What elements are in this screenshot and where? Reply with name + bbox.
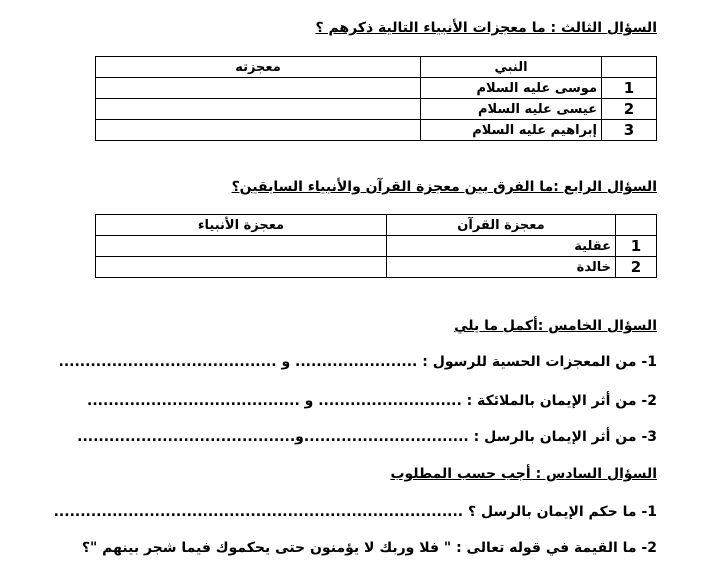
prophets-cell[interactable] <box>96 257 387 278</box>
prophet-cell: إبراهيم عليه السلام <box>421 120 602 141</box>
table-header-row <box>96 57 657 78</box>
row-number: 3 <box>602 120 657 141</box>
header-number <box>616 215 657 236</box>
table-row <box>96 236 657 257</box>
q6-item-2[interactable]: 2- ما القيمة في قوله تعالى : " فلا وربك لا يؤمنون حتى يحكموك فيما شجر بينهم "؟ <box>81 540 657 556</box>
q5-item-2[interactable]: 2- من أثر الإيمان بالملائكة : ........................... و ........................................ <box>87 393 657 409</box>
q6-title: السؤال السادس : أجب حسب المطلوب <box>390 466 657 482</box>
quran-cell: عقلية <box>387 236 616 257</box>
table-row <box>96 78 657 99</box>
miracle-cell[interactable] <box>96 78 421 99</box>
q4-title: السؤال الرابع :ما الفرق بين معجزة القرآن والأنبياء السابقين؟ <box>231 179 657 195</box>
q5-item-1[interactable]: 1- من المعجزات الحسية للرسول : ....................... و ......................................... <box>58 354 657 370</box>
q5-title: السؤال الخامس :أكمل ما يلي <box>454 318 657 334</box>
miracle-cell[interactable] <box>96 99 421 120</box>
table-row <box>96 99 657 120</box>
header-quran-miracle: معجزة القرآن <box>387 215 616 236</box>
q6-item-1[interactable]: 1- ما حكم الإيمان بالرسل ؟ ............................................................................. <box>53 504 657 520</box>
header-miracle: معجزته <box>96 57 421 78</box>
row-number: 1 <box>602 78 657 99</box>
prophets-cell[interactable] <box>96 236 387 257</box>
q3-table <box>95 56 657 141</box>
table-header-row <box>96 215 657 236</box>
prophet-cell: عيسى عليه السلام <box>421 99 602 120</box>
header-number <box>602 57 657 78</box>
row-number: 1 <box>616 236 657 257</box>
row-number: 2 <box>602 99 657 120</box>
q3-title: السؤال الثالث : ما معجزات الأنبياء التالية ذكرهم ؟ <box>315 20 657 36</box>
row-number: 2 <box>616 257 657 278</box>
header-prophet: النبي <box>421 57 602 78</box>
table-row <box>96 120 657 141</box>
q5-item-3[interactable]: 3- من أثر الإيمان بالرسل : ...............................و......................................... <box>77 429 657 445</box>
prophet-cell: موسى عليه السلام <box>421 78 602 99</box>
table-row <box>96 257 657 278</box>
miracle-cell[interactable] <box>96 120 421 141</box>
quran-cell: خالدة <box>387 257 616 278</box>
q4-table <box>95 214 657 278</box>
header-prophets-miracle: معجزة الأنبياء <box>96 215 387 236</box>
